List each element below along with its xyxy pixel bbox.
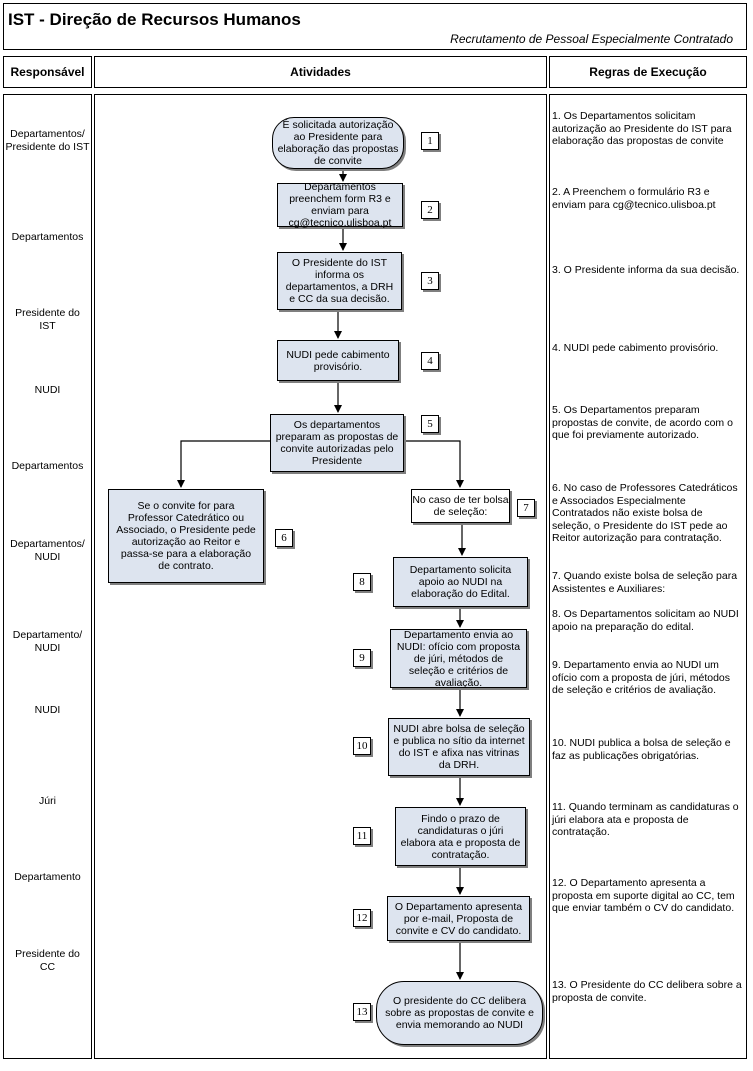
page-subtitle: Recrutamento de Pessoal Especialmente Contratado [450,32,733,46]
rule-text: 6. No caso de Professores Catedráticos e Associados Especialmente Contratados não existe bolsa de seleção, o Presidente do IST pede ao Reitor autorização para contratação. [552,482,738,544]
step-number: 7 [517,499,535,517]
arrow-5-6 [181,441,270,487]
activity-step-8: Departamento solicita apoio ao NUDI na elaboração do Edital. [393,557,528,607]
activity-step-7: No caso de ter bolsa de seleção: [411,489,510,523]
activity-step-13: O presidente do CC delibera sobre as propostas de convite e envia memorando ao NUDI [376,981,543,1045]
rule-text: 1. Os Departamentos solicitam autorização ao Presidente do IST para elaboração das propostas de convite [552,110,732,147]
responsible-label: NUDI [34,704,61,716]
activity-step-6: Se o convite for para Professor Catedrático ou Associado, o Presidente pede autorização ao Reitor e passa-se para a elaboração de contrato. [108,489,264,583]
step-number: 9 [353,649,371,667]
responsible-label: Departamentos [11,231,84,243]
step-number: 3 [421,272,439,290]
responsible-label: Presidente do IST [15,307,80,332]
rule-text: 5. Os Departamentos preparam propostas de convite, de acordo com o que foi previamente autorizado. [552,404,733,441]
activity-step-10: NUDI abre bolsa de seleção e publica no sítio da internet do IST e afixa nas vitrinas da DRH. [388,718,530,776]
step-number: 6 [275,529,293,547]
rule-text: 9. Departamento envia ao NUDI um ofício com a proposta de júri, métodos de seleção e critérios de avaliação. [552,659,731,696]
rule-text: 11. Quando terminam as candidaturas o júri elabora ata e proposta de contratação. [552,801,739,838]
activity-step-4: NUDI pede cabimento provisório. [277,340,399,381]
activity-step-1: É solicitada autorização ao Presidente para elaboração das propostas de convite [272,117,404,169]
activity-step-3: O Presidente do IST informa os departamentos, a DRH e CC da sua decisão. [277,252,402,310]
rule-text: 10. NUDI publica a bolsa de seleção e faz as publicações obrigatórias. [552,737,731,762]
step-number: 4 [421,352,439,370]
responsible-label: Departamentos/ NUDI [10,538,85,563]
rule-text: 12. O Departamento apresenta a proposta em suporte digital ao CC, tem que enviar também o CV do candidato. [552,877,735,914]
responsible-label: Departamentos/ Presidente do IST [5,128,90,153]
step-number: 1 [421,132,439,150]
activity-step-9: Departamento envia ao NUDI: ofício com proposta de júri, métodos de seleção e critérios de avaliação. [390,629,527,688]
rule-text: 7. Quando existe bolsa de seleção para Assistentes e Auxiliares: [552,570,738,595]
column-header-responsible: Responsável [3,56,92,88]
column-header-activities: Atividades [94,56,547,88]
rule-text: 2. A Preenchem o formulário R3 e enviam para cg@tecnico.ulisboa.pt [552,186,716,211]
activity-step-2: Departamentos preenchem form R3 e enviam para cg@tecnico.ulisboa.pt [277,183,403,227]
responsible-label: Departamentos [11,460,84,472]
rule-text: 4. NUDI pede cabimento provisório. [552,342,719,354]
responsible-label: Departamento [14,871,81,883]
page-title: IST - Direção de Recursos Humanos [8,10,301,29]
responsible-label: Presidente do CC [15,948,80,973]
rule-text: 3. O Presidente informa da sua decisão. [552,264,740,276]
arrow-5-7 [404,441,460,487]
step-number: 11 [353,827,371,845]
step-number: 8 [353,573,371,591]
column-header-rules: Regras de Execução [549,56,747,88]
step-number: 2 [421,201,439,219]
step-number: 13 [353,1003,371,1021]
step-number: 12 [353,909,371,927]
rule-text: 13. O Presidente do CC delibera sobre a proposta de convite. [552,979,742,1004]
activity-step-12: O Departamento apresenta por e-mail, Proposta de convite e CV do candidato. [387,896,530,941]
step-number: 5 [421,415,439,433]
activity-step-5: Os departamentos preparam as propostas de convite autorizadas pelo Presidente [270,414,404,472]
step-number: 10 [353,737,371,755]
responsible-label: NUDI [34,384,61,396]
responsible-label: Departamento/ NUDI [12,629,83,654]
rule-text: 8. Os Departamentos solicitam ao NUDI apoio na preparação do edital. [552,608,739,633]
responsible-label: Júri [39,795,56,807]
activity-step-11: Findo o prazo de candidaturas o júri elabora ata e proposta de contratação. [395,807,526,866]
